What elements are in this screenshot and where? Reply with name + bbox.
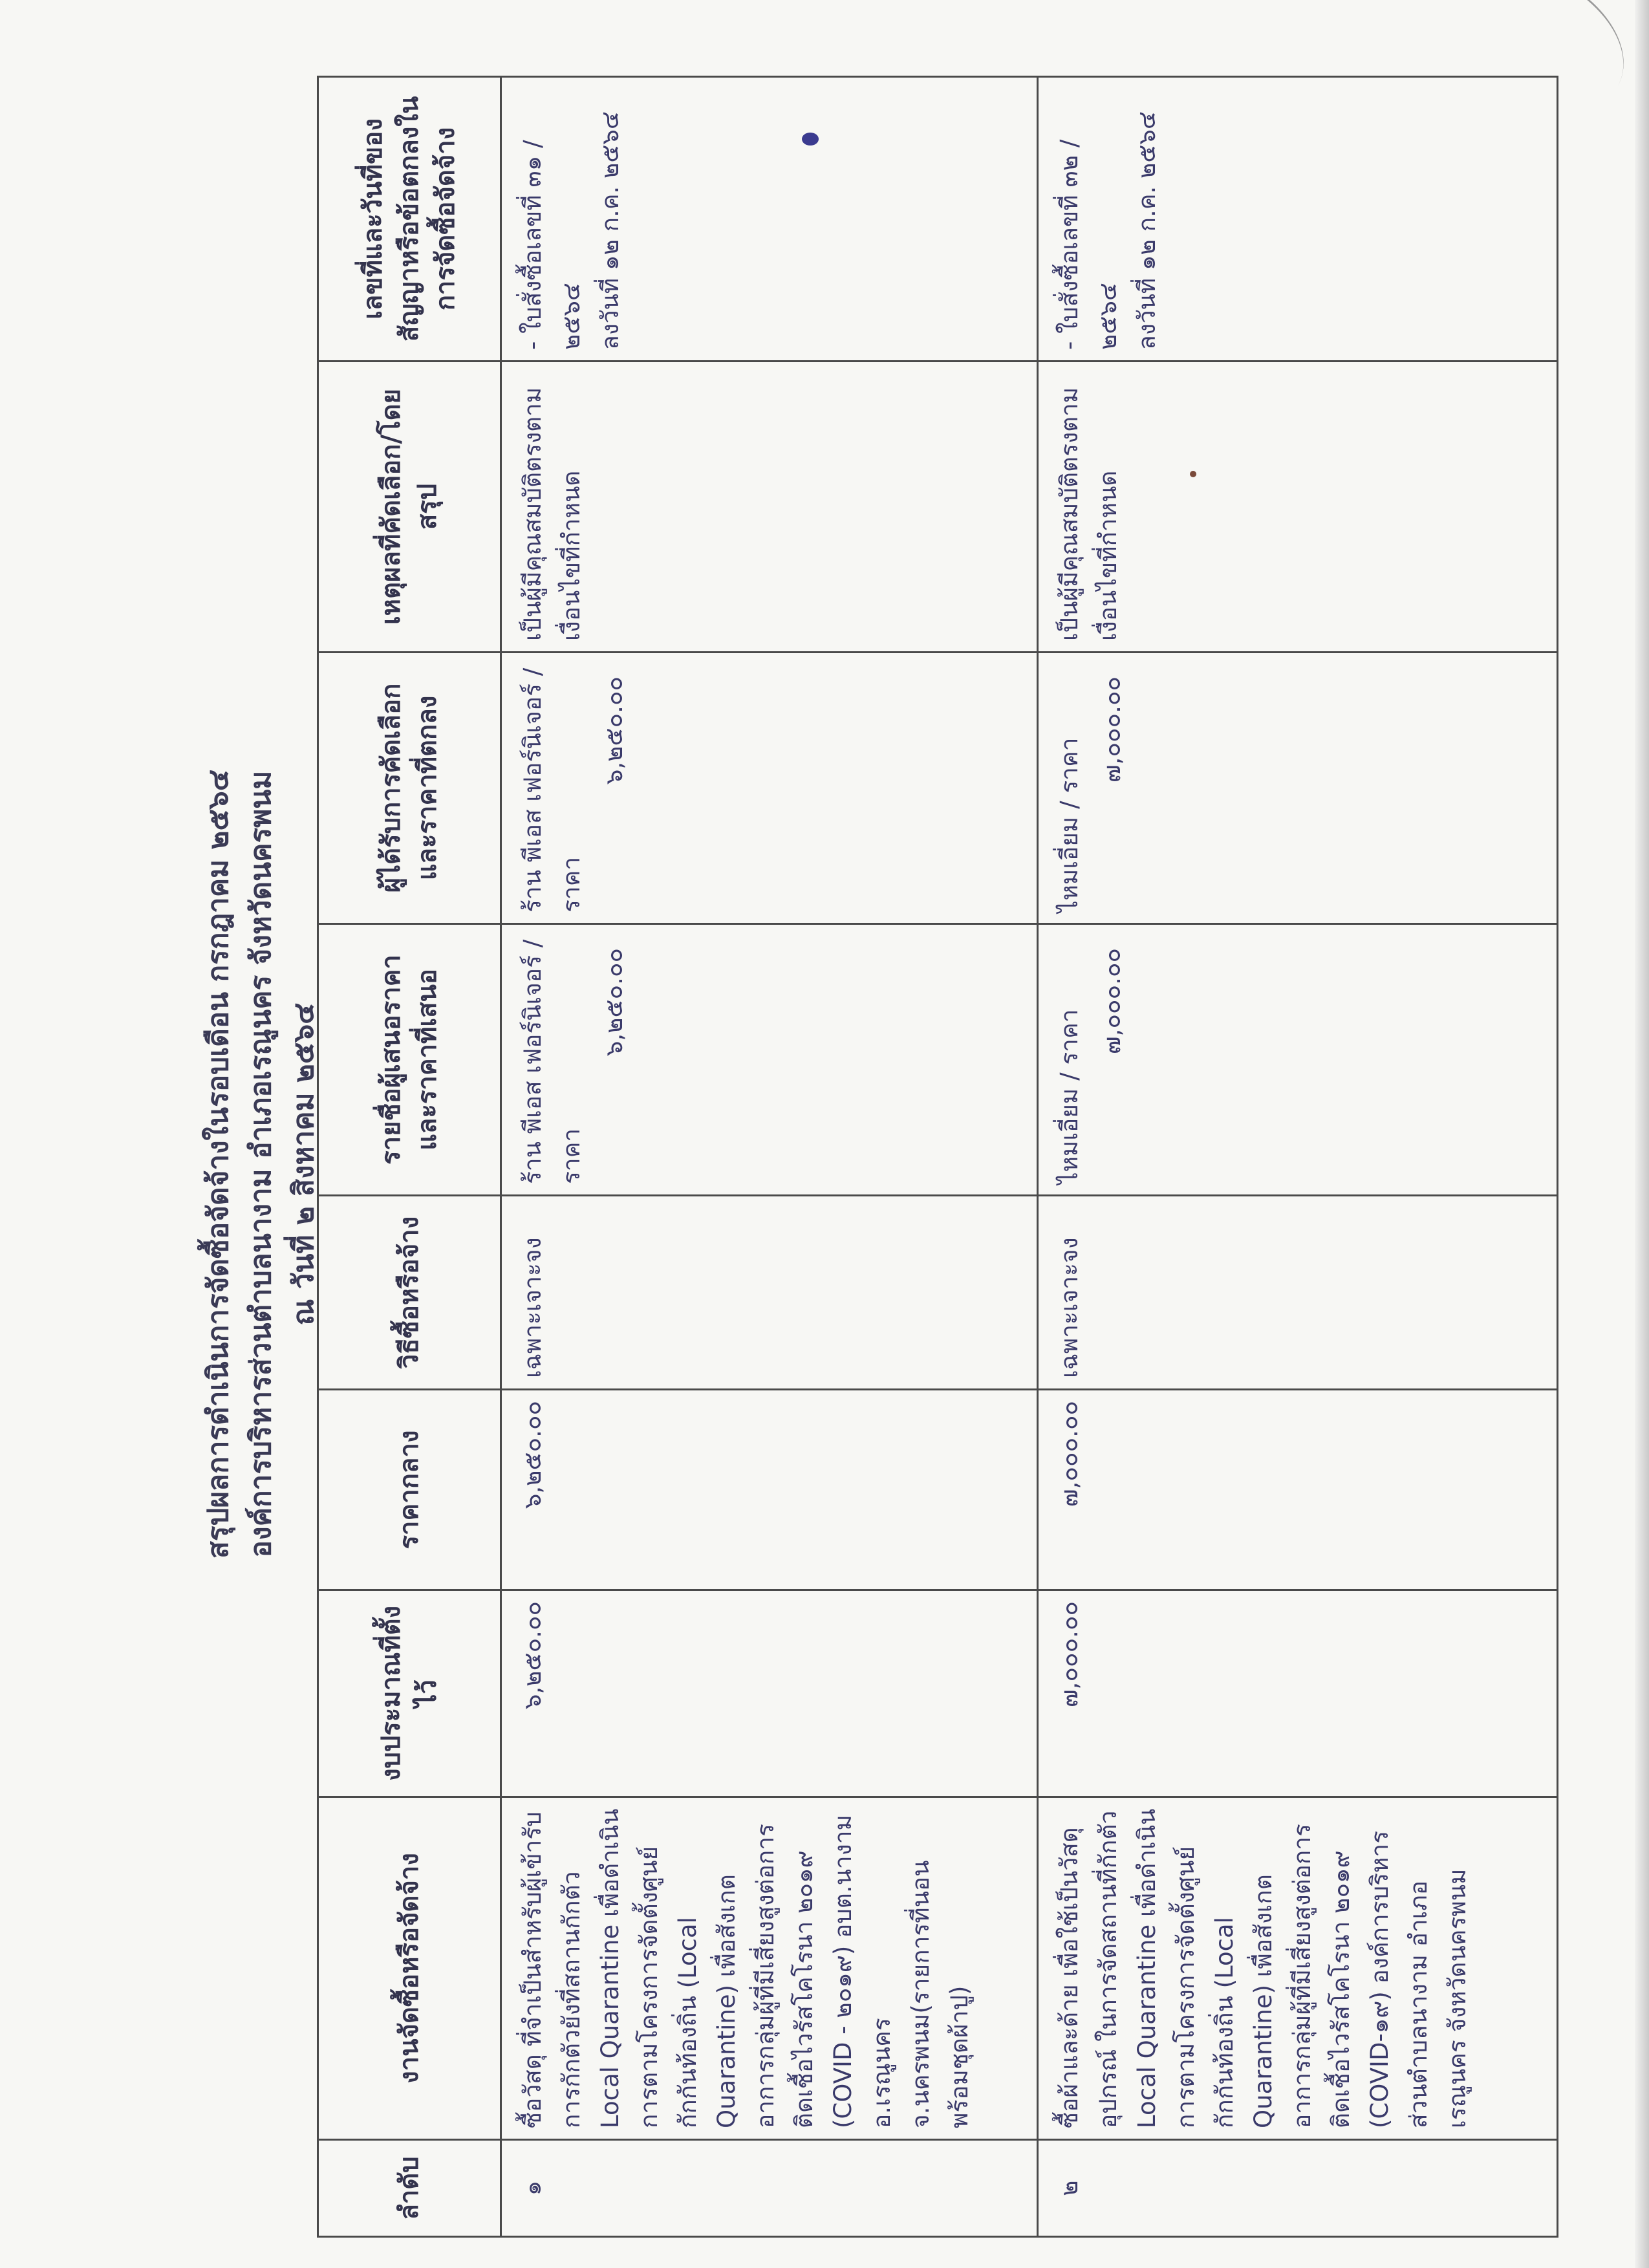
row-bidders (1038, 924, 1558, 1196)
row-contract (501, 77, 1038, 362)
col-header-reason: เหตุผลที่คัดเลือก/โดยสรุป (318, 362, 501, 653)
row-contract (1038, 77, 1558, 362)
row-item: ซื้อวัสดุ ที่จำเป็นสำหรับผู้เข้ารับการกักตัวยังที่สถานกักตัว Local Quarantine เพื่อดำเนินการตามโครงการจัดตั้งศูนย์กักกันท้องถิ่น (Local Quarantine) เพื่อสังเกตอาการกลุ่มผู้ที่มีเสี่ยงสูงต่อการติดเชื้อไวรัสโคโรนา ๒๐๑๙ (COVID - ๒๐๑๙) อบต.นางาม อ.เรณูนคร จ.นครพนม(รายการที่นอนพร้อมชุดผ้าปู) (501, 1797, 1038, 2140)
row-no: ๒ (1038, 2140, 1558, 2237)
winner-name: ไหมเอี่ยม / ราคา (1055, 737, 1083, 913)
title-line-1: สรุปผลการดำเนินการจัดซื้อจัดจ้างในรอบเดือน กรกฎาคม ๒๕๖๔ (202, 770, 235, 1559)
row-reason: เป็นผู้มีคุณสมบัติตรงตามเงื่อนไขที่กำหนด (501, 362, 1038, 653)
contract-date: ลงวันที่ ๑๒ ก.ค. ๒๕๖๔ (1133, 111, 1161, 350)
col-header-method: วิธีซื้อหรือจ้าง (318, 1196, 501, 1390)
table-row (1038, 77, 1558, 2237)
bidder-price: ๗,๐๐๐.๐๐ (1098, 948, 1126, 1055)
row-reason: เป็นผู้มีคุณสมบัติตรงตามเงื่อนไขที่กำหนด (1038, 362, 1558, 653)
bidder-name: ไหมเอี่ยม / ราคา (1055, 1009, 1083, 1184)
row-item: ซื้อผ้าและด้าย เพื่อใช้เป็นวัสดุอุปกรณ์ ในการจัดสถานที่กักตัว Local Quarantine เพื่อดำเนินการตามโครงการจัดตั้งศูนย์กักกันท้องถิ่น (Local Quarantine) เพื่อสังเกตอาการกลุ่มผู้ที่มีเสี่ยงสูงต่อการติดเชื้อไวรัสโคโรนา ๒๐๑๙ (COVID-๑๙) องค์การบริหารส่วนตำบลนางาม อำเภอเรณูนคร จังหวัดนครพนม (1038, 1797, 1558, 2140)
winner-price: ๖,๒๕๐.๐๐ (600, 676, 628, 785)
contract-number: - ใบสั่งซื้อเลขที่ ๓๑ /๒๕๖๔ (519, 140, 585, 350)
winner-price: ๗,๐๐๐.๐๐ (1098, 676, 1126, 783)
table-row (501, 77, 1038, 2237)
col-header-no: ลำดับ (318, 2140, 501, 2237)
bidder-price: ๖,๒๕๐.๐๐ (600, 948, 628, 1057)
col-header-item: งานจัดซื้อหรือจัดจ้าง (318, 1797, 501, 2140)
procurement-table (317, 76, 1558, 2238)
row-method: เฉพาะเจาะจง (1038, 1196, 1558, 1390)
col-header-median: ราคากลาง (318, 1390, 501, 1590)
col-header-budget: งบประมาณที่ตั้งไว้ (318, 1590, 501, 1797)
contract-date: ลงวันที่ ๑๒ ก.ค. ๒๕๖๔ (596, 111, 624, 350)
contract-number: - ใบสั่งซื้อเลขที่ ๓๒ /๒๕๖๔ (1055, 139, 1122, 350)
row-method: เฉพาะเจาะจง (501, 1196, 1038, 1390)
rotated-document (32, 65, 1617, 2263)
row-winner (501, 653, 1038, 924)
row-median: ๖,๒๕๐.๐๐ (501, 1390, 1038, 1590)
title-line-2: องค์การบริหารส่วนตำบลนางาม อำเภอเรณูนคร จังหวัดนครพนม (244, 770, 277, 1558)
bidder-name: ร้าน พีเอส เฟอร์นิเจอร์ / ราคา (519, 939, 585, 1184)
scan-edge-shadow (1635, 0, 1649, 2268)
title-line-3: ณ วันที่ ๒ สิงหาคม ๒๕๖๔ (287, 1002, 320, 1326)
row-budget: ๖,๒๕๐.๐๐ (501, 1590, 1038, 1797)
row-median: ๗,๐๐๐.๐๐ (1038, 1390, 1558, 1590)
row-no: ๑ (501, 2140, 1038, 2237)
col-header-contract: เลขที่และวันที่ของสัญญาหรือข้อตกลงในการจัดซื้อจัดจ้าง (318, 77, 501, 362)
col-header-winner: ผู้ได้รับการคัดเลือกและราคาที่ตกลง (318, 653, 501, 924)
table-header-row (318, 77, 501, 2237)
row-budget: ๗,๐๐๐.๐๐ (1038, 1590, 1558, 1797)
document-title (197, 65, 325, 2263)
col-header-bidders: รายชื่อผู้เสนอราคาและราคาที่เสนอ (318, 924, 501, 1196)
winner-name: ร้าน พีเอส เฟอร์นิเจอร์ / ราคา (519, 667, 585, 913)
row-bidders (501, 924, 1038, 1196)
row-winner (1038, 653, 1558, 924)
